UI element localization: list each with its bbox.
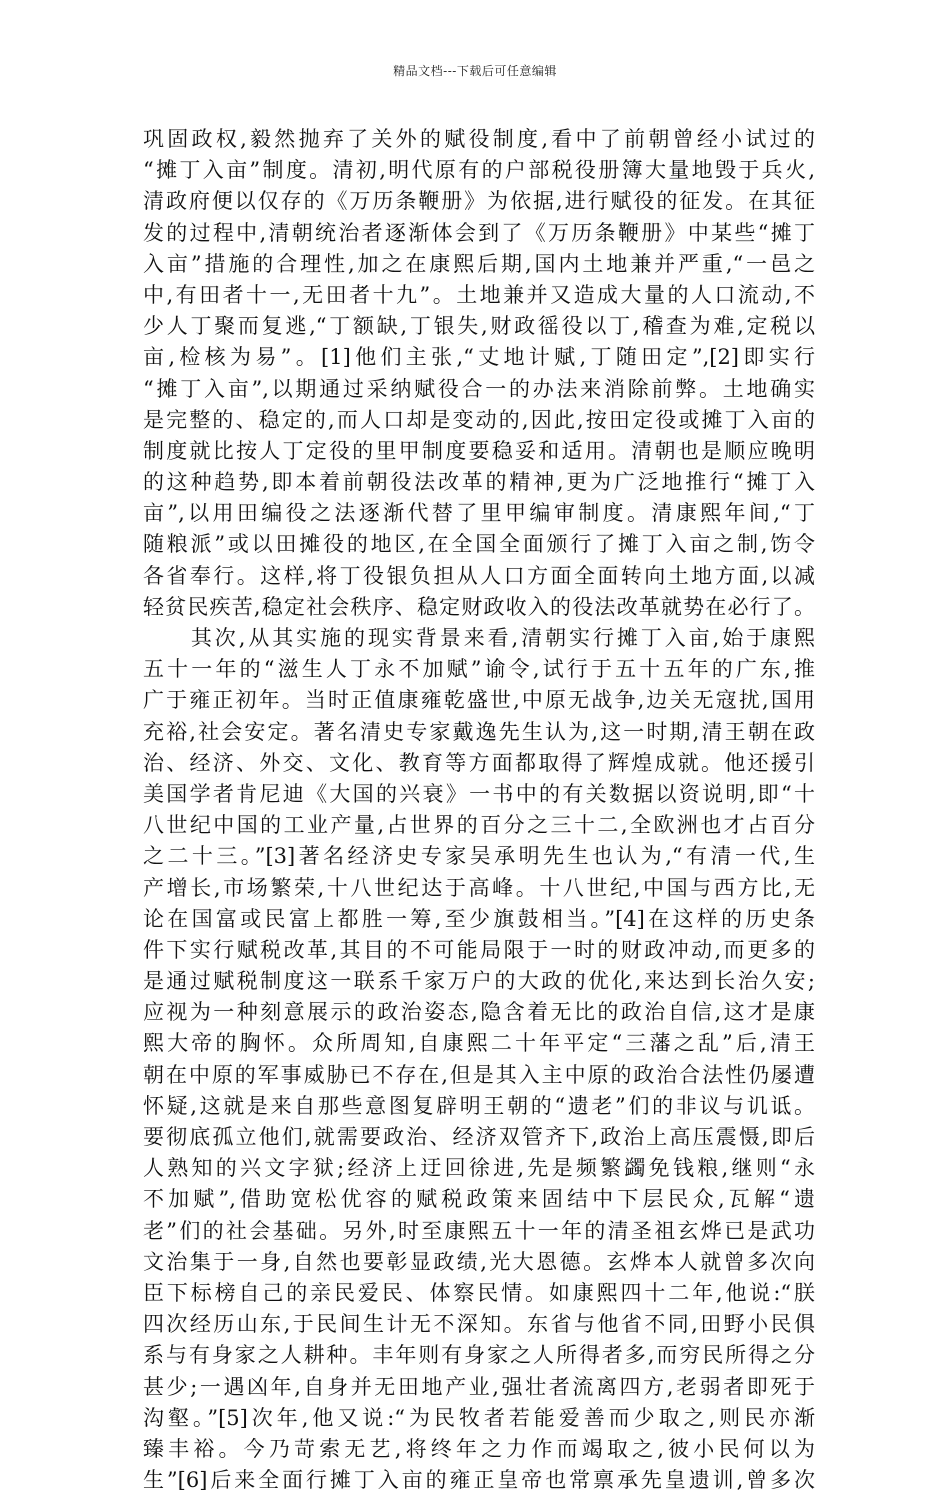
text-line: 系与有身家之人耕种。丰年则有身家之人所得者多,而穷民所得之分 [143, 1343, 815, 1368]
text-line: 各省奉行。这样,将丁役银负担从人口方面全面转向土地方面,以减 [143, 563, 815, 588]
text-line: 不加赋”,借助宽松优容的赋税政策来固结中下层民众,瓦解“遗 [143, 1187, 815, 1212]
text-line: 四次经历山东,于民间生计无不深知。东省与他省不同,田野小民俱 [143, 1312, 815, 1337]
text-line: 入亩”措施的合理性,加之在康熙后期,国内土地兼并严重,“一邑之 [143, 251, 815, 276]
text-line: 制度就比按人丁定役的里甲制度要稳妥和适用。清朝也是顺应晚明 [143, 438, 815, 463]
text-line: 臣下标榜自己的亲民爱民、体察民情。如康熙四十二年,他说:“朕 [143, 1280, 815, 1305]
text-line: 论在国富或民富上都胜一筹,至少旗鼓相当。”[4]在这样的历史条 [143, 906, 815, 931]
text-line: 充裕,社会安定。著名清史专家戴逸先生认为,这一时期,清王朝在政 [143, 719, 815, 744]
text-line: 的这种趋势,即本着前朝役法改革的精神,更为广泛地推行“摊丁入 [143, 470, 815, 495]
text-line: 是通过赋税制度这一联系千家万户的大政的优化,来达到长治久安; [143, 969, 815, 994]
text-line: 人熟知的兴文字狱;经济上迂回徐进,先是频繁蠲免钱粮,继则“永 [143, 1156, 815, 1181]
text-line: 件下实行赋税改革,其目的不可能局限于一时的财政冲动,而更多的 [143, 937, 815, 962]
text-line: 熙大帝的胸怀。众所周知,自康熙二十年平定“三藩之乱”后,清王 [143, 1031, 815, 1056]
text-line: 美国学者肯尼迪《大国的兴衰》一书中的有关数据以资说明,即“十 [143, 781, 815, 806]
text-line: 文治集于一身,自然也要彰显政绩,光大恩德。玄烨本人就曾多次向 [143, 1249, 815, 1274]
document-body [143, 124, 815, 1496]
text-line: 要彻底孤立他们,就需要政治、经济双管齐下,政治上高压震慑,即后 [143, 1125, 815, 1149]
text-line: 是完整的、稳定的,而人口却是变动的,因此,按田定役或摊丁入亩的 [143, 407, 815, 432]
text-line: 中,有田者十一,无田者十九”。土地兼并又造成大量的人口流动,不 [143, 282, 815, 307]
text-line: 朝在中原的军事威胁已不存在,但是其入主中原的政治合法性仍屡遭 [143, 1062, 815, 1087]
text-line: 其次,从其实施的现实背景来看,清朝实行摊丁入亩,始于康熙 [143, 626, 815, 650]
text-line: 亩”,以用田编役之法逐渐代替了里甲编审制度。清康熙年间,“丁 [143, 501, 815, 526]
page-header: 精品文档---下载后可任意编辑 [393, 64, 557, 78]
text-line: 轻贫民疾苦,稳定社会秩序、稳定财政收入的役法改革就势在必行了。 [143, 594, 815, 619]
text-line: 怀疑,这就是来自那些意图复辟明王朝的“遗老”们的非议与讥诋。 [143, 1093, 815, 1118]
text-line: 亩,检核为易”。[1]他们主张,“丈地计赋,丁随田定”,[2]即实行 [143, 345, 815, 370]
text-line: 少人丁聚而复逃,“丁额缺,丁银失,财政徭役以丁,稽查为难,定税以 [143, 314, 815, 339]
text-line: 沟壑。”[5]次年,他又说:“为民牧者若能爱善而少取之,则民亦渐 [143, 1405, 815, 1430]
text-line: 甚少;一遇凶年,自身并无田地产业,强壮者流离四方,老弱者即死于 [143, 1374, 815, 1399]
text-line: 臻丰裕。今乃苛索无艺,将终年之力作而竭取之,彼小民何以为 [143, 1436, 815, 1461]
text-line: 八世纪中国的工业产量,占世界的百分之三十二,全欧洲也才占百分 [143, 813, 815, 838]
text-line: 巩固政权,毅然抛弃了关外的赋役制度,看中了前朝曾经小试过的 [143, 127, 815, 151]
text-line: 清政府便以仅存的《万历条鞭册》为依据,进行赋役的征发。在其征 [143, 189, 815, 214]
text-line: 广于雍正初年。当时正值康雍乾盛世,中原无战争,边关无寇扰,国用 [143, 688, 815, 713]
text-line: 五十一年的“滋生人丁永不加赋”谕令,试行于五十五年的广东,推 [143, 657, 815, 682]
text-line: 之二十三。”[3]著名经济史专家吴承明先生也认为,“有清一代,生 [143, 844, 815, 869]
text-line: 生”[6]后来全面行摊丁入亩的雍正皇帝也常禀承先皇遗训,曾多次 [143, 1468, 815, 1493]
text-line: “摊丁入亩”,以期通过采纳赋役合一的办法来消除前弊。土地确实 [143, 376, 815, 401]
text-line: “摊丁入亩”制度。清初,明代原有的户部税役册簿大量地毁于兵火, [143, 158, 815, 183]
text-line: 发的过程中,清朝统治者逐渐体会到了《万历条鞭册》中某些“摊丁 [143, 220, 815, 245]
text-line: 随粮派”或以田摊役的地区,在全国全面颁行了摊丁入亩之制,饬令 [143, 532, 815, 557]
text-line: 应视为一种刻意展示的政治姿态,隐含着无比的政治自信,这才是康 [143, 1000, 815, 1025]
text-line: 产增长,市场繁荣,十八世纪达于高峰。十八世纪,中国与西方比,无 [143, 875, 815, 900]
text-line: 老”们的社会基础。另外,时至康熙五十一年的清圣祖玄烨已是武功 [143, 1218, 815, 1243]
text-line: 治、经济、外交、文化、教育等方面都取得了辉煌成就。他还援引 [143, 750, 815, 775]
